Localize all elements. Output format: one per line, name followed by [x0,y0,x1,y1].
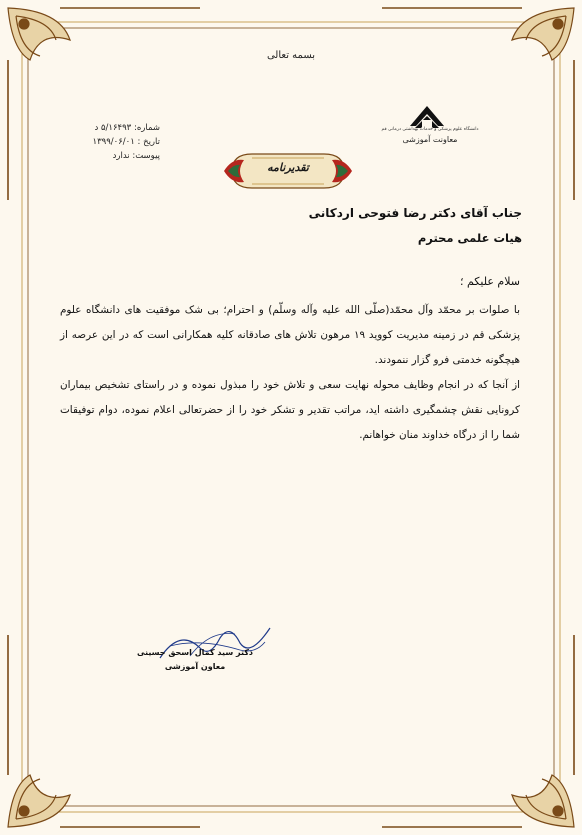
signatory-title: معاون آموزشی [164,662,226,671]
signature-scribble [140,618,280,668]
letter-body [60,298,520,448]
logo-caption: دانشگاه علوم پزشکی و خدمات بهداشتی درمانی قم [381,127,479,132]
recipient-title: هیات علمی محترم [417,231,522,245]
corner-ornament-bottom-right [382,635,574,827]
recipient-name: جناب آقای دکتر رضا فتوحی اردکانی [308,206,522,220]
greeting: سلام علیکم ؛ [459,275,520,288]
corner-ornament-top-left [8,8,200,200]
letter-number: شماره: ۵/۱۶۴۹۳ د [94,123,160,133]
department-name: معاونت آموزشی [402,135,458,144]
university-logo [382,96,472,156]
body-paragraph-1: با صلوات بر محمّد وآل محمّد(صلّی الله علیه وآله وسلّم) و احترام؛ بی شک موفقیت های دانشگاه علوم پزشکی قم در زمینه مدیریت کووید ۱۹ مرهون تلاش های صادقانه کلیه همکارانی است که در این عرصه از هیچگونه خدمتی فرو گزار ننمودند. [60,304,520,366]
letter-date: تاریخ : ۱۳۹۹/۰۶/۰۱ [92,137,160,147]
bismillah-heading: بسمه تعالی [266,50,316,61]
body-paragraph-2: از آنجا که در انجام وظایف محوله نهایت سعی و تلاش خود را مبذول نموده و در راستای تشخیص بیماران کرونایی نقش چشمگیری داشته اید، مراتب تقدیر و تشکر خود را از حضرتعالی اعلام نموده، دوام توفیقات شما را از درگاه خداوند منان خواهانم. [60,379,520,441]
letter-meta [60,121,160,163]
letter-attachment: پیوست: ندارد [112,151,160,161]
certificate-title: تقدیرنامه [267,161,309,174]
signatory-name: دکتر سید کمال اسحق حسینی [137,648,253,657]
